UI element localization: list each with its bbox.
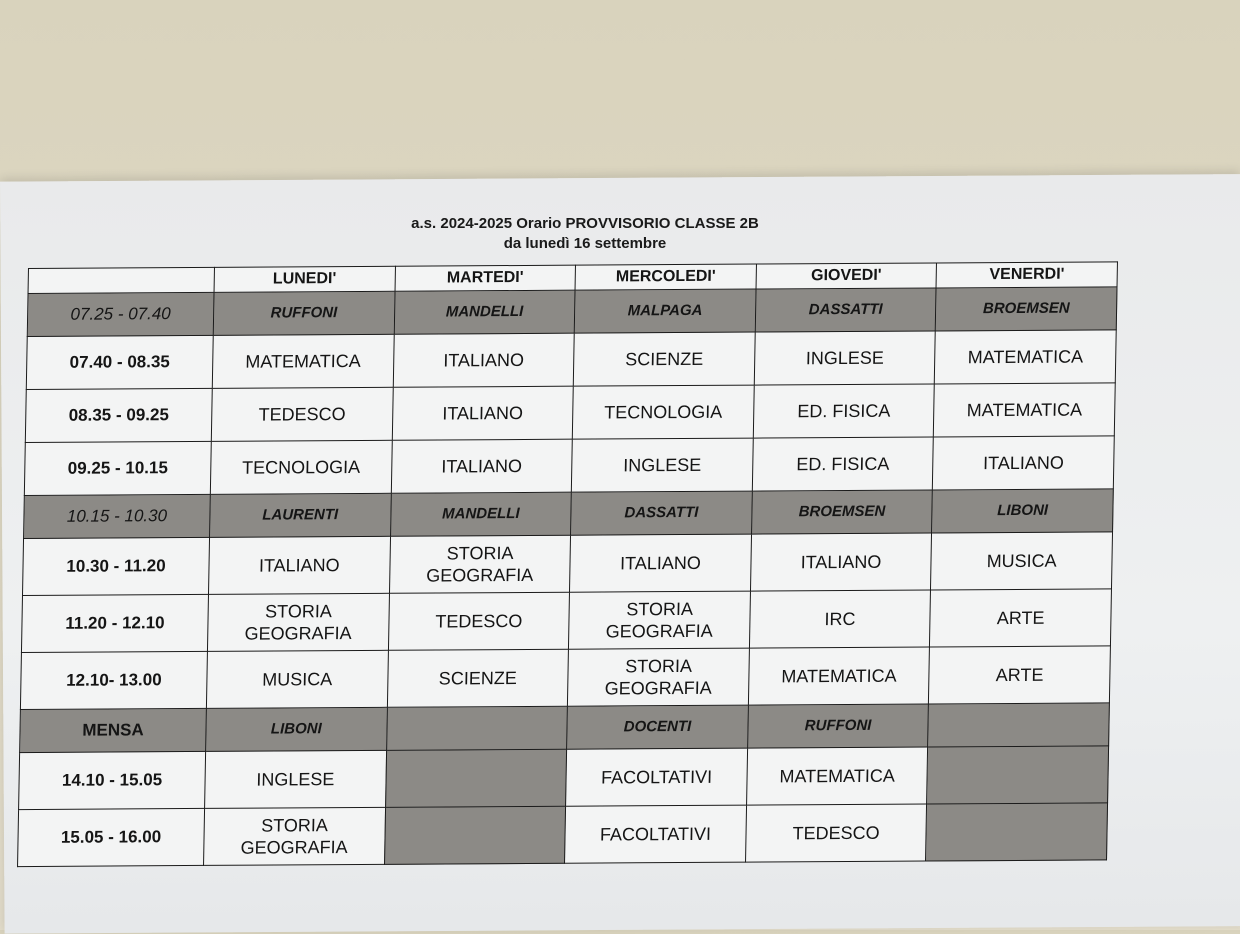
subject-cell: STORIA GEOGRAFIA — [569, 591, 751, 649]
subject-cell: INGLESE — [754, 331, 936, 385]
subject-cell: SCIENZE — [573, 332, 755, 386]
timetable-container — [17, 261, 1138, 867]
time-cell: 14.10 - 15.05 — [19, 751, 206, 809]
subject-cell: IRC — [749, 590, 931, 648]
subject-cell: MUSICA — [931, 532, 1113, 590]
teacher-cell: MALPAGA — [574, 289, 755, 333]
break-row — [24, 489, 1114, 539]
subject-cell: ED. FISICA — [752, 437, 934, 491]
subject-cell: FACOLTATIVI — [565, 805, 747, 863]
subject-cell: FACOLTATIVI — [566, 748, 748, 806]
subject-cell: ITALIANO — [933, 436, 1115, 490]
lesson-row — [20, 646, 1110, 710]
schedule-title — [0, 214, 1170, 254]
teacher-cell: BROEMSEN — [936, 287, 1117, 331]
empty-cell — [384, 806, 566, 864]
teacher-cell: DASSATTI — [571, 491, 752, 535]
subject-cell: ARTE — [929, 646, 1111, 704]
teacher-cell: RUFFONI — [747, 704, 928, 748]
teacher-cell: LAURENTI — [210, 493, 391, 537]
time-cell: 10.15 - 10.30 — [24, 494, 211, 538]
subject-cell: INGLESE — [205, 750, 387, 808]
day-header: GIOVEDI' — [756, 263, 937, 289]
empty-cell — [385, 749, 567, 807]
subject-cell: ITALIANO — [392, 386, 574, 440]
subject-cell: ITALIANO — [570, 534, 752, 592]
time-cell: 08.35 - 09.25 — [25, 388, 212, 442]
day-header: MARTEDI' — [395, 265, 576, 291]
timetable — [17, 261, 1118, 867]
subject-cell: TECNOLOGIA — [210, 440, 392, 494]
lesson-row — [24, 436, 1114, 496]
subject-cell: SCIENZE — [387, 649, 569, 707]
teacher-cell: RUFFONI — [213, 291, 394, 335]
lesson-row — [19, 746, 1109, 810]
empty-cell — [928, 703, 1109, 747]
time-cell: 09.25 - 10.15 — [24, 441, 211, 495]
title-line-1: a.s. 2024-2025 Orario PROVVISORIO CLASSE 2B — [411, 215, 759, 232]
subject-cell: ED. FISICA — [753, 384, 935, 438]
subject-cell: TECNOLOGIA — [572, 385, 754, 439]
time-cell: 15.05 - 16.00 — [18, 808, 205, 866]
subject-cell: TEDESCO — [211, 387, 393, 441]
empty-cell — [386, 706, 567, 750]
subject-cell: TEDESCO — [388, 592, 570, 650]
subject-cell: ITALIANO — [750, 533, 932, 591]
subject-cell: ITALIANO — [391, 439, 573, 493]
teacher-cell: DASSATTI — [755, 288, 936, 332]
teacher-cell: BROEMSEN — [751, 490, 932, 534]
teacher-cell: DOCENTI — [567, 705, 748, 749]
time-cell: 12.10- 13.00 — [20, 651, 207, 709]
subject-cell: TEDESCO — [745, 804, 927, 862]
time-cell: 07.40 - 08.35 — [26, 335, 213, 389]
lesson-row — [26, 330, 1116, 390]
lesson-row — [25, 383, 1115, 443]
teacher-cell: LIBONI — [932, 489, 1113, 533]
teacher-cell: LIBONI — [206, 707, 387, 751]
time-cell: MENSA — [20, 708, 207, 752]
lesson-row — [22, 532, 1112, 596]
teacher-cell: MANDELLI — [390, 492, 571, 536]
subject-cell: INGLESE — [572, 438, 754, 492]
subject-cell: STORIA GEOGRAFIA — [207, 593, 389, 651]
lesson-row — [18, 803, 1108, 867]
empty-cell — [926, 803, 1108, 861]
corner-cell — [28, 267, 214, 293]
day-header: MERCOLEDI' — [575, 264, 756, 290]
subject-cell: STORIA GEOGRAFIA — [568, 648, 750, 706]
title-line-2: da lunedì 16 settembre — [503, 235, 667, 252]
subject-cell: MATEMATICA — [934, 383, 1116, 437]
subject-cell: MATEMATICA — [935, 330, 1117, 384]
break-row — [27, 287, 1117, 337]
subject-cell: MUSICA — [206, 650, 388, 708]
subject-cell: MATEMATICA — [212, 334, 394, 388]
subject-cell: STORIA GEOGRAFIA — [204, 807, 386, 865]
empty-cell — [927, 746, 1109, 804]
day-header: VENERDI' — [936, 262, 1117, 288]
lesson-row — [21, 589, 1111, 653]
subject-cell: STORIA GEOGRAFIA — [389, 535, 571, 593]
time-cell: 11.20 - 12.10 — [21, 594, 208, 652]
subject-cell: ARTE — [930, 589, 1112, 647]
lunch-row — [20, 703, 1110, 753]
subject-cell: MATEMATICA — [746, 747, 928, 805]
subject-cell: ITALIANO — [393, 333, 575, 387]
subject-cell: MATEMATICA — [748, 647, 930, 705]
subject-cell: ITALIANO — [208, 536, 390, 594]
day-header: LUNEDI' — [214, 266, 395, 292]
time-cell: 10.30 - 11.20 — [22, 537, 209, 595]
time-cell: 07.25 - 07.40 — [27, 292, 214, 336]
teacher-cell: MANDELLI — [394, 290, 575, 334]
